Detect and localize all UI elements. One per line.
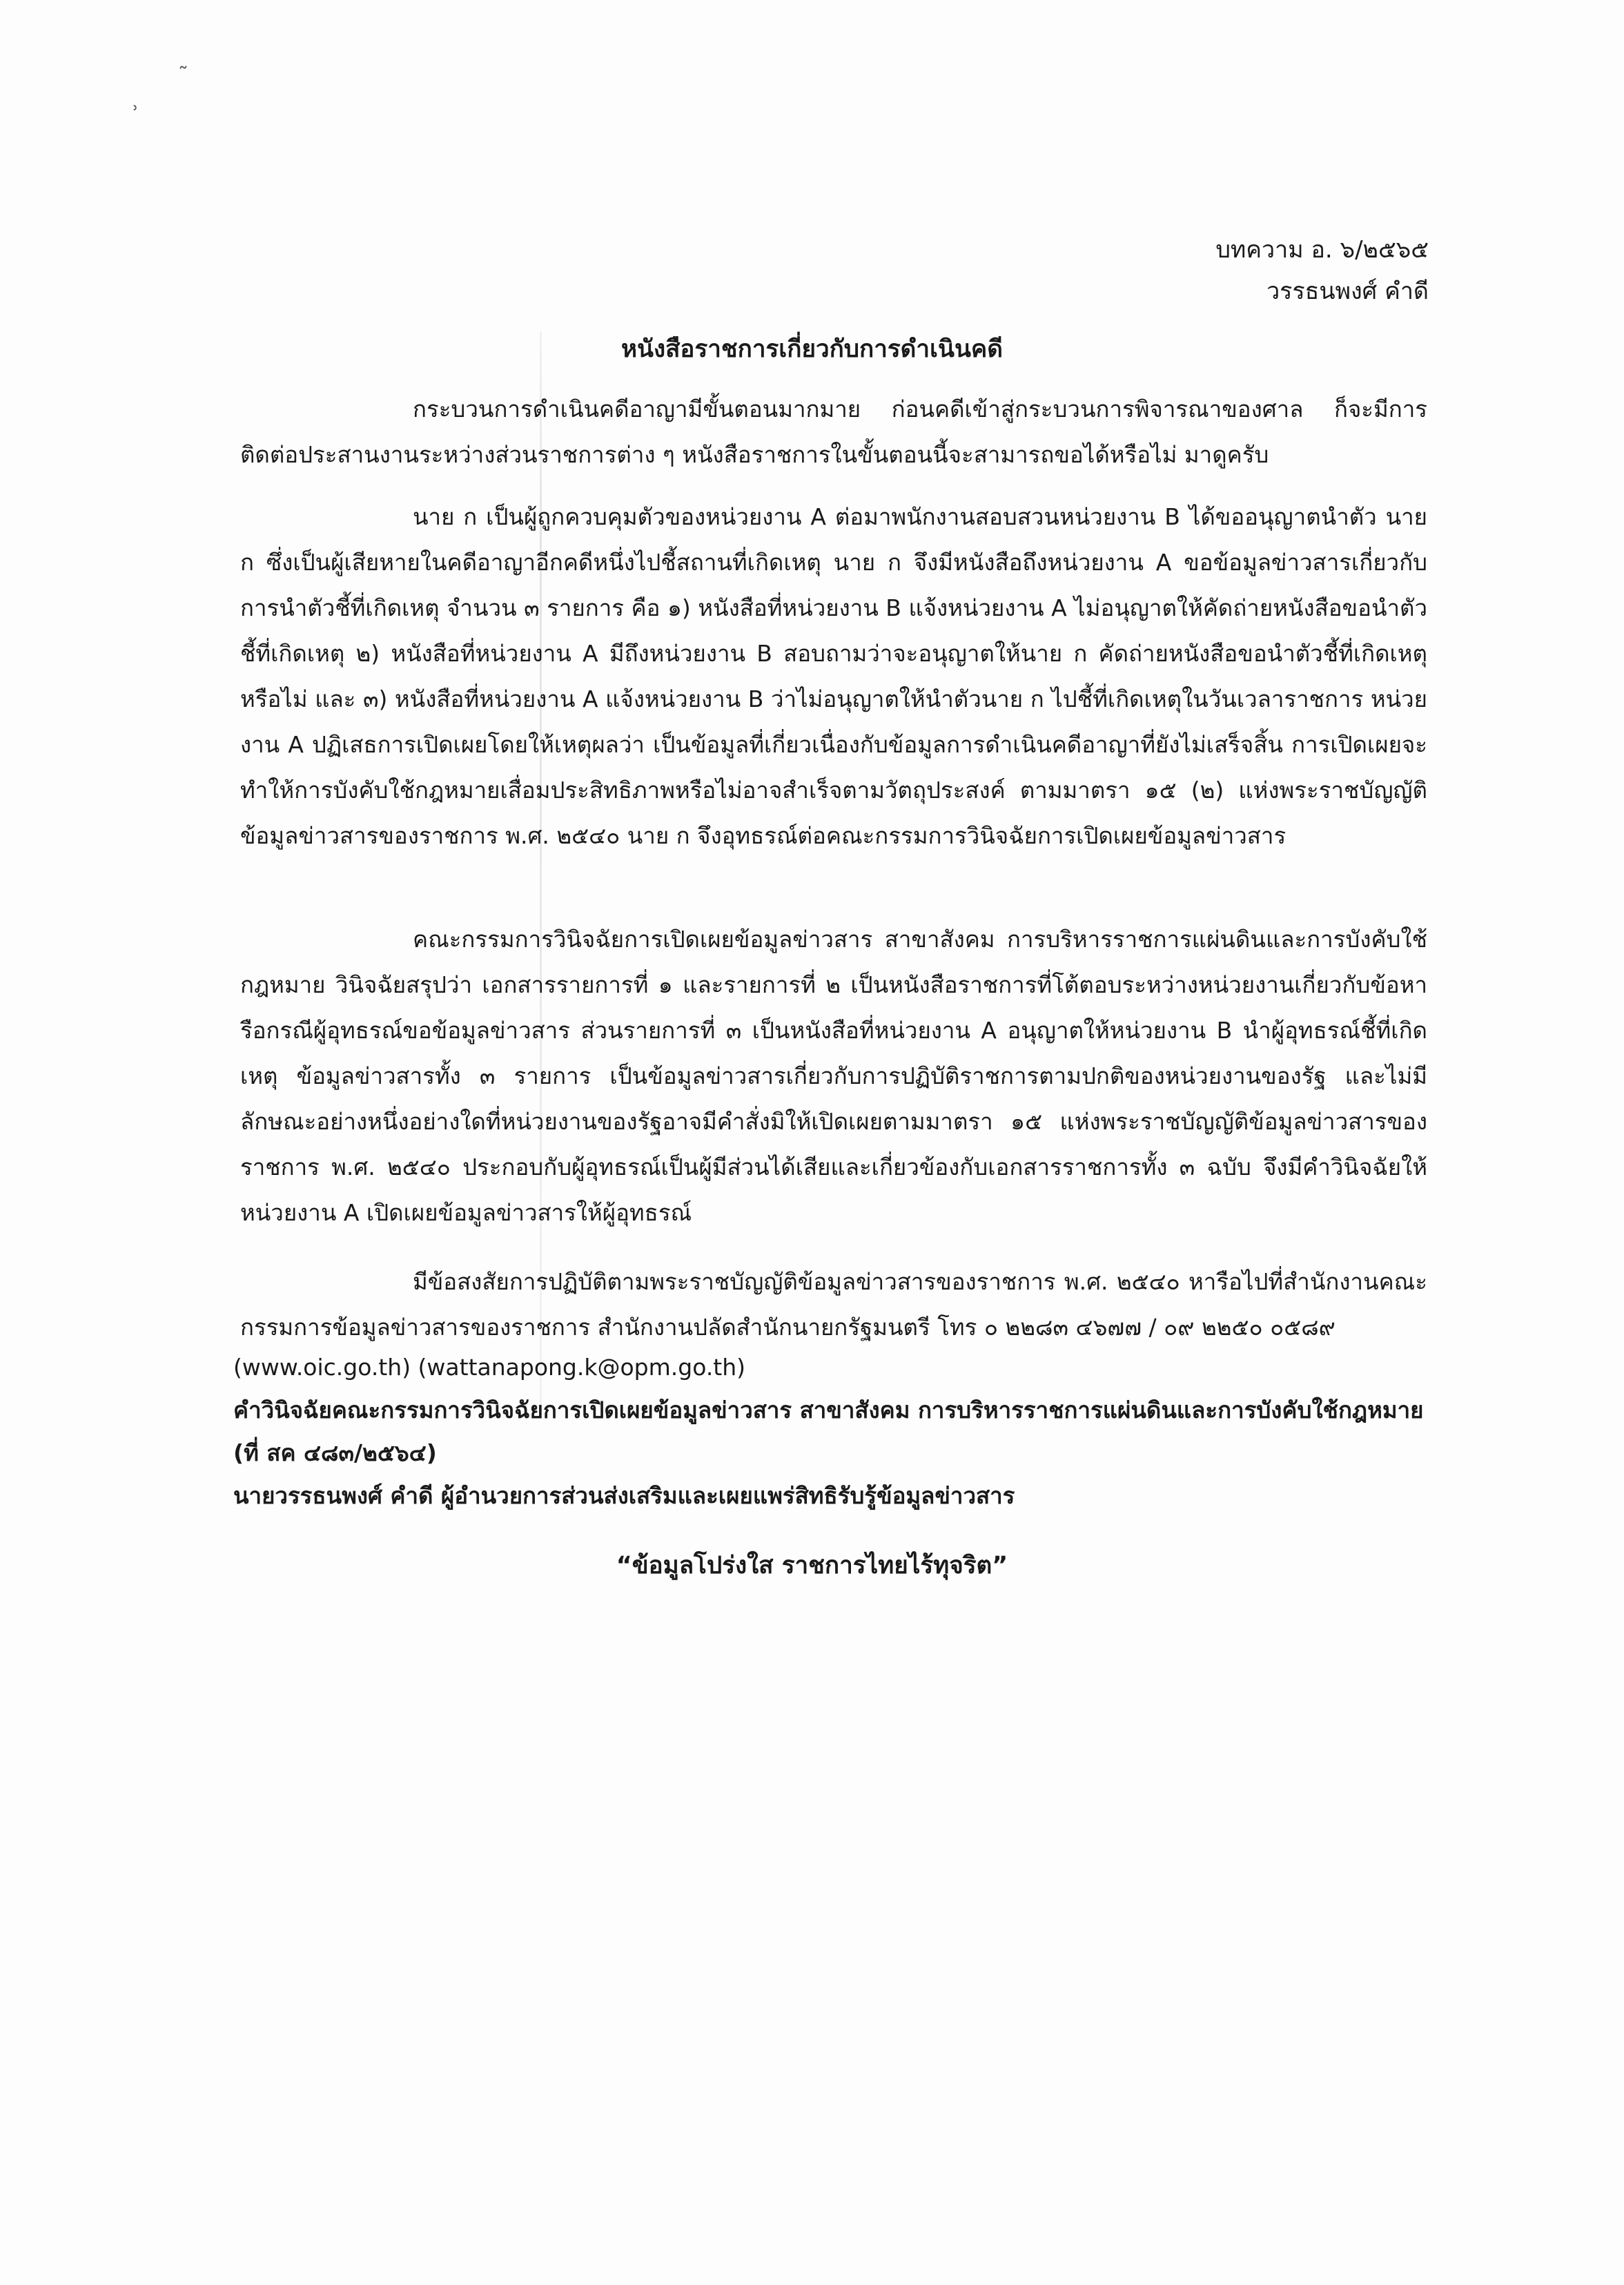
contact-links: (www.oic.go.th) (wattanapong.k@opm.go.th) bbox=[233, 1354, 746, 1381]
signature-line: นายวรรธนพงศ์ คำดี ผู้อำนวยการส่วนส่งเสริมและเผยแพร่สิทธิรับรู้ข้อมูลข่าวสาร bbox=[233, 1482, 1015, 1509]
scan-mark: ˜ bbox=[178, 64, 188, 88]
paragraph-facts: นาย ก เป็นผู้ถูกควบคุมตัวของหน่วยงาน A ต่อมาพนักงานสอบสวนหน่วยงาน B ได้ขออนุญาตนำตัว นาย ก ซึ่งเป็นผู้เสียหายในคดีอาญาอีกคดีหนึ่งไปชี้สถานที่เกิดเหตุ นาย ก จึงมีหนังสือถึงหน่วยงาน A ขอข้อมูลข่าวสารเกี่ยวกับการนำตัวชี้ที่เกิดเหตุ จำนวน ๓ รายการ คือ ๑) หนังสือที่หน่วยงาน B แจ้งหน่วยงาน A ไม่อนุญาตให้คัดถ่ายหนังสือขอนำตัวชี้ที่เกิดเหตุ ๒) หนังสือที่หน่วยงาน A มีถึงหน่วยงาน B สอบถามว่าจะอนุญาตให้นาย ก คัดถ่ายหนังสือขอนำตัวชี้ที่เกิดเหตุหรือไม่ และ ๓) หนังสือที่หน่วยงาน A แจ้งหน่วยงาน B ว่าไม่อนุญาตให้นำตัวนาย ก ไปชี้ที่เกิดเหตุในวันเวลาราชการ หน่วยงาน A ปฏิเสธการเปิดเผยโดยให้เหตุผลว่า เป็นข้อมูลที่เกี่ยวเนื่องกับข้อมูลการดำเนินคดีอาญาที่ยังไม่เสร็จสิ้น การเปิดเผยจะทำให้การบังคับใช้กฎหมายเสื่อมประสิทธิภาพหรือไม่อาจสำเร็จตามวัตถุประสงค์ ตามมาตรา ๑๕ (๒) แห่งพระราชบัญญัติข้อมูลข่าวสารของราชการ พ.ศ. ๒๕๔๐ นาย ก จึงอุทธรณ์ต่อคณะกรรมการวินิจฉัยการเปิดเผยข้อมูลข่าวสาร bbox=[240, 503, 1427, 849]
document-title: หนังสือราชการเกี่ยวกับการดำเนินคดี bbox=[620, 336, 1004, 363]
paragraph-decision: คณะกรรมการวินิจฉัยการเปิดเผยข้อมูลข่าวสาร สาขาสังคม การบริหารราชการแผ่นดินและการบังคับใช้กฎหมาย วินิจฉัยสรุปว่า เอกสารรายการที่ ๑ และรายการที่ ๒ เป็นหนังสือราชการที่โต้ตอบระหว่างหน่วยงานเกี่ยวกับข้อหารือกรณีผู้อุทธรณ์ขอข้อมูลข่าวสาร ส่วนรายการที่ ๓ เป็นหนังสือที่หน่วยงาน A อนุญาตให้หน่วยงาน B นำผู้อุทธรณ์ชี้ที่เกิดเหตุ ข้อมูลข่าวสารทั้ง ๓ รายการ เป็นข้อมูลข่าวสารเกี่ยวกับการปฏิบัติราชการตามปกติของหน่วยงานของรัฐ และไม่มีลักษณะอย่างหนึ่งอย่างใดที่หน่วยงานของรัฐอาจมีคำสั่งมิให้เปิดเผยตามมาตรา ๑๕ แห่งพระราชบัญญัติข้อมูลข่าวสารของราชการ พ.ศ. ๒๕๔๐ ประกอบกับผู้อุทธรณ์เป็นผู้มีส่วนได้เสียและเกี่ยวข้องกับเอกสารราชการทั้ง ๓ ฉบับ จึงมีคำวินิจฉัยให้หน่วยงาน A เปิดเผยข้อมูลข่าวสารให้ผู้อุทธรณ์ bbox=[240, 926, 1427, 1226]
decision-reference: คำวินิจฉัยคณะกรรมการวินิจฉัยการเปิดเผยข้อมูลข่าวสาร สาขาสังคม การบริหารราชการแผ่นดินและการบังคับใช้กฎหมาย (ที่ สค ๔๘๓/๒๕๖๔) bbox=[233, 1397, 1424, 1466]
article-reference: บทความ อ. ๖/๒๕๖๕ bbox=[1215, 236, 1429, 264]
scan-fold-line bbox=[540, 331, 542, 1408]
article-author: วรรธนพงศ์ คำดี bbox=[1266, 278, 1429, 305]
paragraph-contact: มีข้อสงสัยการปฏิบัติตามพระราชบัญญัติข้อมูลข่าวสารของราชการ พ.ศ. ๒๕๔๐ หารือไปที่สำนักงานคณะกรรมการข้อมูลข่าวสารของราชการ สำนักงานปลัดสำนักนายกรัฐมนตรี โทร ๐ ๒๒๘๓ ๔๖๗๗ / ๐๙ ๒๒๕๐ ๐๕๘๙ bbox=[240, 1268, 1427, 1341]
scan-mark: ʾ bbox=[133, 102, 139, 126]
slogan: “ข้อมูลโปร่งใส ราชการไทยไร้ทุจริต” bbox=[616, 1552, 1008, 1579]
paragraph-intro: กระบวนการดำเนินคดีอาญามีขั้นตอนมากมาย ก่อนคดีเข้าสู่กระบวนการพิจารณาของศาล ก็จะมีการติดต่อประสานงานระหว่างส่วนราชการต่าง ๆ หนังสือราชการในขั้นตอนนี้จะสามารถขอได้หรือไม่ มาดูครับ bbox=[240, 396, 1427, 468]
